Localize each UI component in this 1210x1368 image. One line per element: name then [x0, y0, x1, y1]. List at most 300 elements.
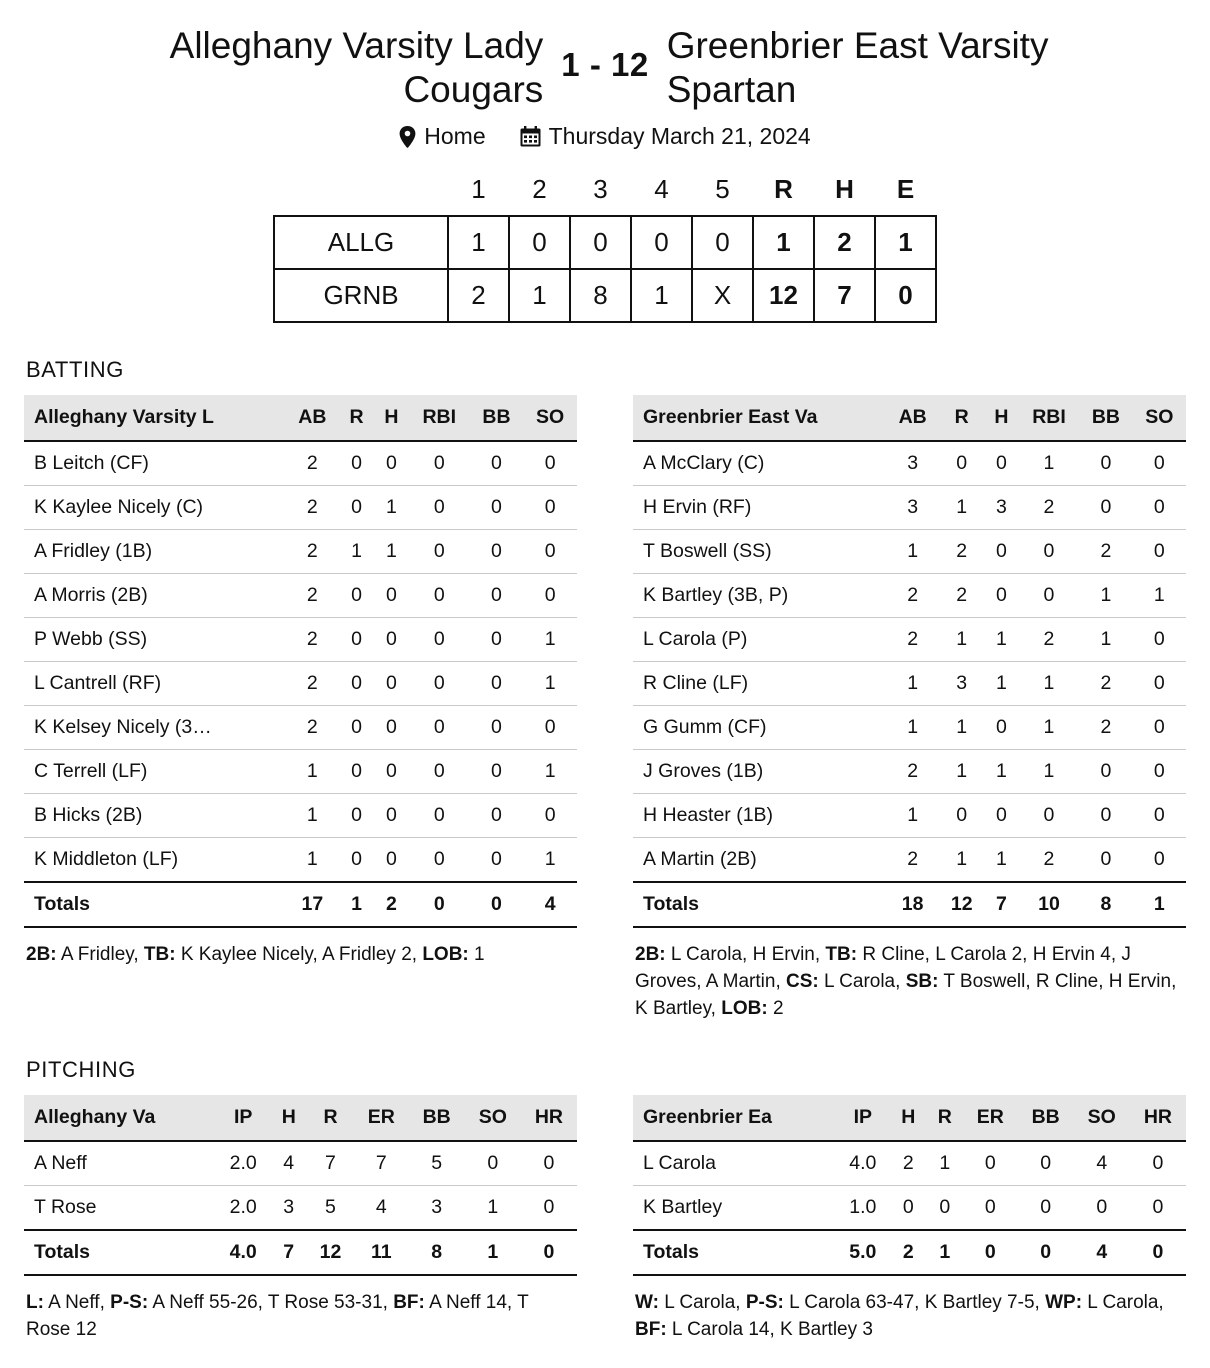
total-h: 7 [271, 1230, 307, 1275]
column-header-rbi: RBI [1019, 395, 1080, 441]
stat-so: 0 [523, 706, 577, 750]
table-row [633, 574, 1186, 618]
stat-rbi: 1 [1019, 750, 1080, 794]
away-pitching-body [24, 1141, 577, 1275]
player-name: L Carola (P) [633, 618, 886, 662]
linescore-head-hits: H [835, 174, 854, 205]
stat-bb: 0 [470, 838, 524, 883]
home-batting-table [633, 395, 1186, 928]
stat-rbi: 2 [1019, 618, 1080, 662]
total-bb: 8 [409, 1230, 465, 1275]
stat-h: 0 [374, 441, 409, 486]
stat-ab: 2 [886, 838, 939, 883]
map-pin-icon [399, 126, 416, 148]
stat-h: 0 [374, 662, 409, 706]
player-name: T Boswell (SS) [633, 530, 886, 574]
batting-columns [24, 395, 1186, 1023]
stat-r: 3 [939, 662, 984, 706]
stat-so: 0 [1133, 441, 1186, 486]
stat-so: 0 [523, 441, 577, 486]
away-pitching-notes [26, 1290, 575, 1344]
column-header-team: Greenbrier Ea [633, 1095, 836, 1141]
linescore-team-code: ALLG [274, 216, 448, 269]
total-ip: 5.0 [836, 1230, 891, 1275]
total-r: 1 [339, 882, 374, 927]
stat-rbi: 0 [409, 662, 470, 706]
stat-rbi: 0 [1019, 530, 1080, 574]
stat-so: 0 [523, 794, 577, 838]
column-header-ab: AB [286, 395, 340, 441]
note-text: A Neff 14, T Rose 12 [26, 1292, 529, 1341]
linescore-corner [274, 164, 448, 216]
stat-h: 1 [984, 618, 1019, 662]
stat-ab: 1 [886, 706, 939, 750]
away-batting-notes [26, 942, 575, 969]
stat-er: 7 [354, 1141, 409, 1186]
column-header-h: H [374, 395, 409, 441]
column-header-so: SO [1133, 395, 1186, 441]
stat-so: 1 [465, 1186, 521, 1231]
player-name: A McClary (C) [633, 441, 886, 486]
pitching-section-title: PITCHING [26, 1057, 136, 1083]
stat-bb: 0 [470, 574, 524, 618]
total-hr: 0 [1130, 1230, 1186, 1275]
stat-ab: 3 [886, 486, 939, 530]
stat-ab: 3 [886, 441, 939, 486]
column-header-team: Alleghany Varsity L [24, 395, 286, 441]
linescore-inning-4: 1 [631, 269, 692, 322]
home-pitching-body [633, 1141, 1186, 1275]
table-row [633, 530, 1186, 574]
stat-h: 3 [271, 1186, 307, 1231]
stat-rbi: 2 [1019, 838, 1080, 883]
location-label: Home [424, 123, 486, 150]
totals-label: Totals [24, 882, 286, 927]
stat-bb: 0 [1079, 794, 1132, 838]
column-header-ab: AB [886, 395, 939, 441]
away-batting-block [24, 395, 577, 1023]
table-row-totals [24, 1230, 577, 1275]
note-label: TB: [143, 944, 176, 966]
stat-r: 1 [939, 750, 984, 794]
stat-ab: 1 [886, 794, 939, 838]
total-r: 12 [307, 1230, 354, 1275]
player-name: B Hicks (2B) [24, 794, 286, 838]
table-row [24, 706, 577, 750]
note-text: L Carola, H Ervin, [665, 944, 826, 966]
location-meta [399, 123, 485, 150]
column-header-bb: BB [470, 395, 524, 441]
game-meta [24, 123, 1186, 150]
note-label: BF: [635, 1319, 667, 1341]
note-label: TB: [825, 944, 858, 966]
table-row [633, 838, 1186, 883]
stat-r: 1 [939, 838, 984, 883]
linescore-head-errors: E [896, 174, 915, 205]
stat-bb: 2 [1079, 706, 1132, 750]
stat-r: 0 [339, 750, 374, 794]
stat-so: 0 [1133, 750, 1186, 794]
total-bb: 0 [470, 882, 524, 927]
stat-bb: 0 [1079, 486, 1132, 530]
linescore-hits: 2 [814, 216, 875, 269]
stat-bb: 2 [1079, 530, 1132, 574]
table-row [24, 838, 577, 883]
column-header-ip: IP [836, 1095, 891, 1141]
table-row [24, 1186, 577, 1231]
table-row [633, 662, 1186, 706]
stat-hr: 0 [1130, 1186, 1186, 1231]
player-name: P Webb (SS) [24, 618, 286, 662]
stat-ab: 1 [886, 530, 939, 574]
stat-rbi: 2 [1019, 486, 1080, 530]
table-row [633, 794, 1186, 838]
away-pitching-block [24, 1095, 577, 1344]
stat-ab: 2 [286, 441, 340, 486]
table-header-row [24, 395, 577, 441]
stat-er: 4 [354, 1186, 409, 1231]
stat-bb: 0 [1018, 1141, 1074, 1186]
note-text: L Carola, [1082, 1292, 1164, 1314]
linescore-inning-1: 2 [448, 269, 509, 322]
player-name: A Morris (2B) [24, 574, 286, 618]
stat-bb: 0 [470, 530, 524, 574]
stat-h: 0 [984, 794, 1019, 838]
stat-rbi: 0 [409, 486, 470, 530]
note-label: W: [635, 1292, 659, 1314]
stat-bb: 0 [470, 441, 524, 486]
total-so: 4 [1074, 1230, 1130, 1275]
date-label: Thursday March 21, 2024 [548, 123, 811, 150]
stat-rbi: 0 [1019, 574, 1080, 618]
total-ip: 4.0 [216, 1230, 271, 1275]
stat-so: 1 [523, 750, 577, 794]
player-name: K Kelsey Nicely (3… [24, 706, 286, 750]
stat-hr: 0 [1130, 1141, 1186, 1186]
stat-ab: 2 [886, 618, 939, 662]
linescore-head-5: 5 [715, 174, 730, 205]
stat-h: 0 [374, 750, 409, 794]
player-name: K Middleton (LF) [24, 838, 286, 883]
stat-rbi: 1 [1019, 662, 1080, 706]
linescore-inning-5: X [692, 269, 753, 322]
note-text: L Carola, [658, 1292, 746, 1314]
column-header-bb: BB [1018, 1095, 1074, 1141]
stat-bb: 0 [1018, 1186, 1074, 1231]
home-pitching-notes [635, 1290, 1184, 1344]
player-name: C Terrell (LF) [24, 750, 286, 794]
total-h: 2 [890, 1230, 926, 1275]
note-label: CS: [786, 971, 819, 993]
column-header-bb: BB [409, 1095, 465, 1141]
column-header-er: ER [354, 1095, 409, 1141]
stat-ab: 2 [286, 662, 340, 706]
stat-h: 0 [984, 441, 1019, 486]
stat-h: 0 [890, 1186, 926, 1231]
player-name: K Bartley (3B, P) [633, 574, 886, 618]
column-header-er: ER [963, 1095, 1018, 1141]
stat-r: 1 [939, 706, 984, 750]
linescore-container [24, 164, 1186, 323]
linescore-head-3: 3 [593, 174, 608, 205]
stat-rbi: 0 [409, 750, 470, 794]
table-row [633, 441, 1186, 486]
linescore-hits: 7 [814, 269, 875, 322]
stat-r: 0 [339, 794, 374, 838]
stat-rbi: 0 [409, 574, 470, 618]
stat-bb: 0 [1079, 750, 1132, 794]
note-label: WP: [1045, 1292, 1083, 1314]
away-pitching-table [24, 1095, 577, 1276]
note-text: L Carola 14, K Bartley 3 [666, 1319, 873, 1341]
stat-rbi: 0 [409, 838, 470, 883]
stat-ab: 2 [286, 706, 340, 750]
stat-h: 1 [984, 662, 1019, 706]
stat-bb: 0 [470, 750, 524, 794]
total-bb: 8 [1079, 882, 1132, 927]
stat-ab: 2 [286, 618, 340, 662]
stat-rbi: 0 [409, 794, 470, 838]
stat-so: 0 [1133, 618, 1186, 662]
stat-r: 1 [939, 618, 984, 662]
stat-r: 0 [339, 574, 374, 618]
linescore-inning-2: 0 [509, 216, 570, 269]
stat-so: 0 [1133, 530, 1186, 574]
stat-h: 1 [374, 486, 409, 530]
stat-bb: 0 [470, 662, 524, 706]
column-header-so: SO [523, 395, 577, 441]
linescore-inning-4: 0 [631, 216, 692, 269]
player-name: A Martin (2B) [633, 838, 886, 883]
stat-so: 0 [465, 1141, 521, 1186]
note-text: L Carola 63-47, K Bartley 7-5, [783, 1292, 1046, 1314]
note-label: LOB: [422, 944, 469, 966]
stat-h: 0 [374, 794, 409, 838]
table-row [24, 574, 577, 618]
player-name: J Groves (1B) [633, 750, 886, 794]
player-name: A Fridley (1B) [24, 530, 286, 574]
pitcher-name: A Neff [24, 1141, 216, 1186]
table-row [24, 1141, 577, 1186]
stat-so: 0 [523, 530, 577, 574]
stat-r: 1 [939, 486, 984, 530]
stat-bb: 0 [1079, 838, 1132, 883]
note-text: A Neff 55-26, T Rose 53-31, [148, 1292, 394, 1314]
table-row [24, 750, 577, 794]
linescore-header-row [274, 164, 936, 216]
stat-h: 0 [374, 838, 409, 883]
stat-ab: 1 [286, 750, 340, 794]
stat-er: 0 [963, 1186, 1018, 1231]
batting-section-title: BATTING [26, 357, 124, 383]
stat-h: 2 [890, 1141, 926, 1186]
stat-so: 1 [523, 662, 577, 706]
column-header-r: R [927, 1095, 963, 1141]
total-h: 7 [984, 882, 1019, 927]
pitcher-name: T Rose [24, 1186, 216, 1231]
stat-bb: 0 [470, 706, 524, 750]
stat-ab: 1 [886, 662, 939, 706]
note-text: T Boswell, R Cline, H Ervin, K Bartley, [635, 971, 1177, 1020]
table-row [633, 618, 1186, 662]
table-row [633, 1141, 1186, 1186]
column-header-bb: BB [1079, 395, 1132, 441]
total-ab: 17 [286, 882, 340, 927]
away-team-name: Alleghany Varsity Lady Cougars [169, 25, 544, 110]
stat-ip: 1.0 [836, 1186, 891, 1231]
totals-label: Totals [633, 1230, 836, 1275]
stat-r: 0 [339, 662, 374, 706]
linescore-table [273, 164, 937, 323]
stat-r: 0 [339, 441, 374, 486]
stat-h: 1 [984, 750, 1019, 794]
stat-so: 1 [523, 838, 577, 883]
stat-rbi: 0 [409, 530, 470, 574]
player-name: H Heaster (1B) [633, 794, 886, 838]
stat-bb: 0 [470, 618, 524, 662]
column-header-ip: IP [216, 1095, 271, 1141]
stat-so: 0 [1133, 794, 1186, 838]
table-row [633, 706, 1186, 750]
table-header-row [633, 395, 1186, 441]
stat-so: 0 [1133, 838, 1186, 883]
note-text: 1 [468, 944, 485, 966]
totals-label: Totals [24, 1230, 216, 1275]
stat-r: 0 [339, 706, 374, 750]
linescore-head-runs: R [774, 174, 793, 205]
column-header-h: H [890, 1095, 926, 1141]
home-batting-notes [635, 942, 1184, 1023]
table-header-row [24, 1095, 577, 1141]
player-name: B Leitch (CF) [24, 441, 286, 486]
stat-r: 2 [939, 530, 984, 574]
stat-bb: 5 [409, 1141, 465, 1186]
column-header-h: H [271, 1095, 307, 1141]
total-so: 1 [1133, 882, 1186, 927]
linescore-inning-3: 0 [570, 216, 631, 269]
total-h: 2 [374, 882, 409, 927]
stat-r: 0 [939, 441, 984, 486]
stat-h: 1 [374, 530, 409, 574]
stat-er: 0 [963, 1141, 1018, 1186]
stat-r: 1 [339, 530, 374, 574]
column-header-hr: HR [1130, 1095, 1186, 1141]
stat-h: 0 [374, 574, 409, 618]
column-header-rbi: RBI [409, 395, 470, 441]
stat-rbi: 0 [409, 441, 470, 486]
stat-h: 0 [374, 706, 409, 750]
stat-so: 4 [1074, 1141, 1130, 1186]
pitching-columns [24, 1095, 1186, 1344]
stat-h: 3 [984, 486, 1019, 530]
stat-bb: 0 [1079, 441, 1132, 486]
stat-ab: 1 [286, 838, 340, 883]
stat-bb: 1 [1079, 618, 1132, 662]
calendar-icon [520, 126, 541, 147]
stat-ip: 2.0 [216, 1141, 271, 1186]
total-ab: 18 [886, 882, 939, 927]
table-row [24, 662, 577, 706]
stat-ab: 2 [286, 486, 340, 530]
player-name: K Kaylee Nicely (C) [24, 486, 286, 530]
stat-ip: 2.0 [216, 1186, 271, 1231]
linescore-errors: 1 [875, 216, 936, 269]
stat-bb: 0 [470, 794, 524, 838]
note-label: LOB: [721, 998, 768, 1020]
total-rbi: 0 [409, 882, 470, 927]
stat-rbi: 1 [1019, 441, 1080, 486]
table-row-totals [633, 1230, 1186, 1275]
table-row [633, 486, 1186, 530]
column-header-so: SO [1074, 1095, 1130, 1141]
total-so: 1 [465, 1230, 521, 1275]
stat-bb: 2 [1079, 662, 1132, 706]
stat-so: 0 [1133, 706, 1186, 750]
stat-h: 0 [374, 618, 409, 662]
stat-rbi: 0 [1019, 794, 1080, 838]
table-row [633, 750, 1186, 794]
column-header-h: H [984, 395, 1019, 441]
linescore-inning-2: 1 [509, 269, 570, 322]
linescore-team-code: GRNB [274, 269, 448, 322]
note-label: L: [26, 1292, 44, 1314]
total-so: 4 [523, 882, 577, 927]
stat-r: 0 [339, 618, 374, 662]
linescore-head-4: 4 [654, 174, 669, 205]
column-header-r: R [307, 1095, 354, 1141]
stat-h: 0 [984, 530, 1019, 574]
pitcher-name: L Carola [633, 1141, 836, 1186]
column-header-team: Greenbrier East Va [633, 395, 886, 441]
note-label: 2B: [26, 944, 57, 966]
note-label: BF: [393, 1292, 425, 1314]
table-header-row [633, 1095, 1186, 1141]
final-score: 1 - 12 [561, 46, 649, 83]
stat-h: 1 [984, 838, 1019, 883]
stat-h: 4 [271, 1141, 307, 1186]
home-batting-block [633, 395, 1186, 1023]
total-r: 1 [927, 1230, 963, 1275]
note-label: P-S: [110, 1292, 149, 1314]
stat-so: 0 [523, 574, 577, 618]
table-row [24, 794, 577, 838]
stat-bb: 1 [1079, 574, 1132, 618]
linescore-head-2: 2 [532, 174, 547, 205]
stat-ip: 4.0 [836, 1141, 891, 1186]
pitcher-name: K Bartley [633, 1186, 836, 1231]
linescore-row-away [274, 216, 936, 269]
stat-so: 1 [523, 618, 577, 662]
stat-h: 0 [984, 574, 1019, 618]
column-header-hr: HR [521, 1095, 577, 1141]
date-meta [520, 123, 811, 150]
linescore-errors: 0 [875, 269, 936, 322]
stat-h: 0 [984, 706, 1019, 750]
total-er: 11 [354, 1230, 409, 1275]
total-rbi: 10 [1019, 882, 1080, 927]
linescore-runs: 12 [753, 269, 814, 322]
stat-ab: 2 [286, 530, 340, 574]
stat-r: 5 [307, 1186, 354, 1231]
column-header-r: R [939, 395, 984, 441]
stat-bb: 0 [470, 486, 524, 530]
stat-so: 1 [1133, 574, 1186, 618]
table-row [633, 1186, 1186, 1231]
stat-r: 7 [307, 1141, 354, 1186]
away-batting-table [24, 395, 577, 928]
table-row [24, 618, 577, 662]
stat-ab: 1 [286, 794, 340, 838]
